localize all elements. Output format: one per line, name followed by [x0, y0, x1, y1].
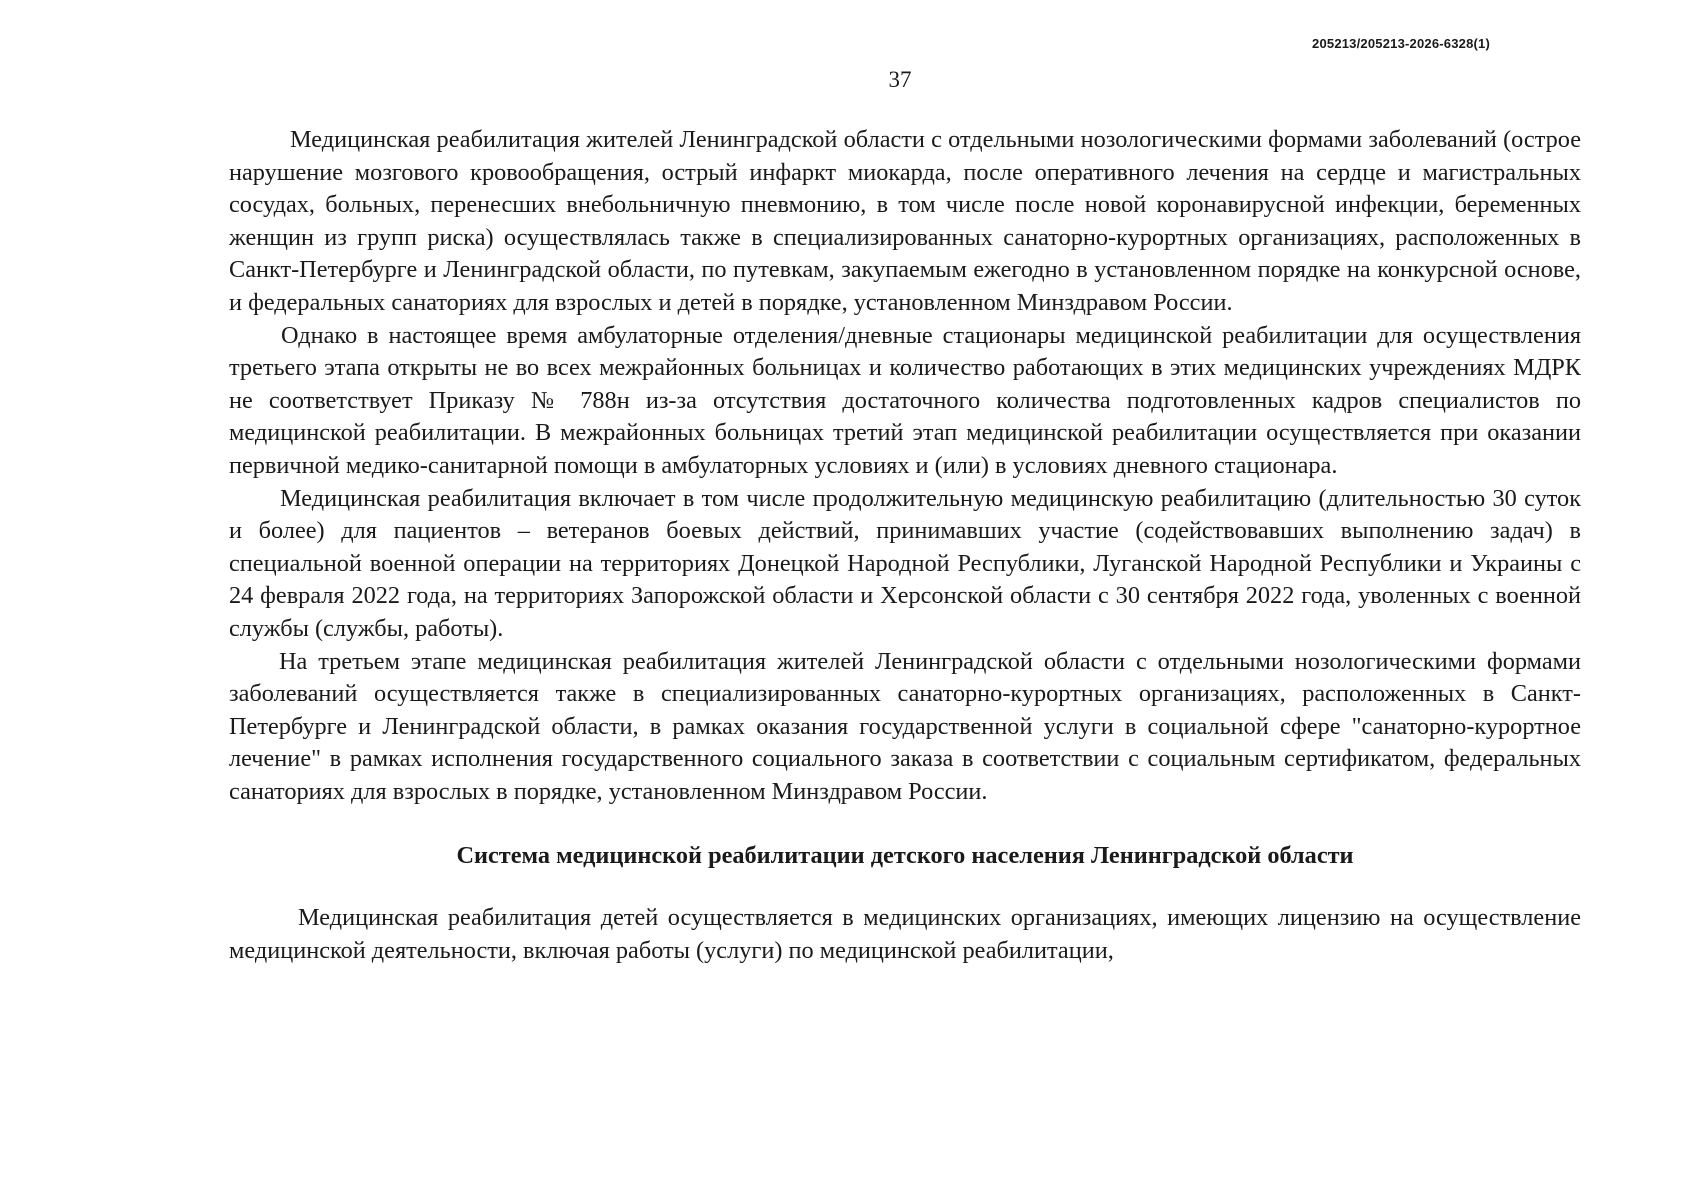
paragraph: Медицинская реабилитация детей осуществляется в медицинских организациях, имеющих лицензию на осуществление медицинской деятельности, включая работы (услуги) по медицинской реабилитации,	[229, 904, 1581, 965]
document-body	[229, 124, 1581, 968]
page-number: 37	[888, 67, 912, 92]
paragraph: Однако в настоящее время амбулаторные отделения/дневные стационары медицинской реабилитации для осуществления третьего этапа открыты не во всех межрайонных больницах и количество работающих в этих медицинских учреждениях МДРК не соответствует Приказу № 788н из-за отсутствия достаточного количества подготовленных кадров специалистов по медицинской реабилитации. В межрайонных больницах третий этап медицинской реабилитации осуществляется при оказании первичной медико-санитарной помощи в амбулаторных условиях и (или) в условиях дневного стационара.	[229, 321, 1581, 479]
paragraph: Медицинская реабилитация жителей Ленинградской области с отдельными нозологическими формами заболеваний (острое нарушение мозгового кровообращения, острый инфаркт миокарда, после оперативного лечения на сердце и магистральных сосудах, больных, перенесших внебольничную пневмонию, в том числе после новой коронавирусной инфекции, беременных женщин из групп риска) осуществлялась также в специализированных санаторно-курортных организациях, расположенных в Санкт-Петербурге и Ленинградской области, по путевкам, закупаемым ежегодно в установленном порядке на конкурсной основе, и федеральных санаториях для взрослых и детей в порядке, установленном Минздравом России.	[229, 126, 1581, 316]
document-id: 205213/205213-2026-6328(1)	[1312, 36, 1490, 51]
section-heading: Система медицинской реабилитации детского населения Ленинградской области	[456, 842, 1354, 870]
paragraph: Медицинская реабилитация включает в том числе продолжительную медицинскую реабилитацию (длительностью 30 суток и более) для пациентов – ветеранов боевых действий, принимавших участие (содействовавших выполнению задач) в специальной военной операции на территориях Донецкой Народной Республики, Луганской Народной Республики и Украины с 24 февраля 2022 года, на территориях Запорожской области и Херсонской области с 30 сентября 2022 года, уволенных с военной службы (службы, работы).	[229, 484, 1581, 642]
paragraph: На третьем этапе медицинская реабилитация жителей Ленинградской области с отдельными нозологическими формами заболеваний осуществляется также в специализированных санаторно-курортных организациях, расположенных в Санкт-Петербурге и Ленинградской области, в рамках оказания государственной услуги в социальной сфере "санаторно-курортное лечение" в рамках исполнения государственного социального заказа в соответствии с социальным сертификатом, федеральных санаториях для взрослых в порядке, установленном Минздравом России.	[229, 647, 1581, 805]
